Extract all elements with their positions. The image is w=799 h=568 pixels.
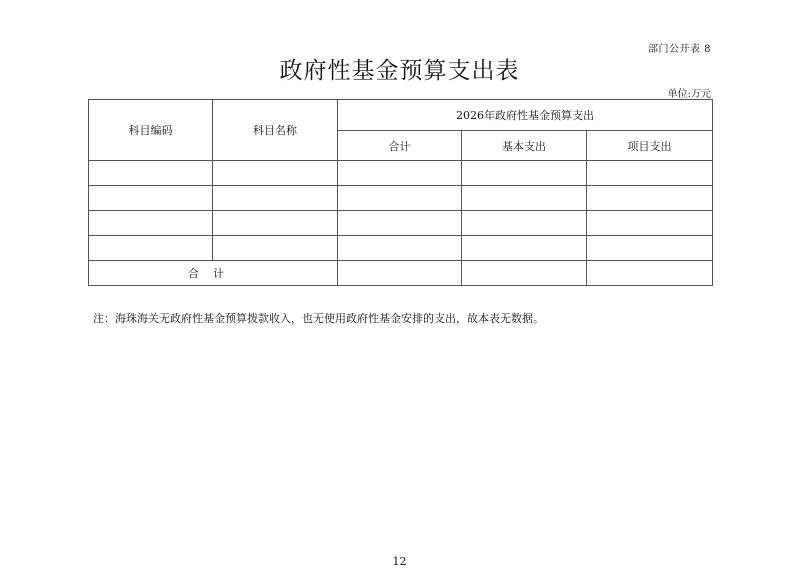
table-cell xyxy=(338,211,462,236)
table-cell xyxy=(89,211,213,236)
header-subject-code: 科目编码 xyxy=(89,100,213,161)
table-cell xyxy=(89,186,213,211)
table-cell xyxy=(338,236,462,261)
table-cell xyxy=(462,236,587,261)
table-cell xyxy=(213,161,338,186)
total-row xyxy=(89,261,713,286)
table-cell xyxy=(587,186,713,211)
table-row xyxy=(89,211,713,236)
table-cell xyxy=(462,211,587,236)
table-cell xyxy=(338,161,462,186)
table-cell xyxy=(587,211,713,236)
table-cell xyxy=(462,161,587,186)
page-title: 政府性基金预算支出表 xyxy=(279,58,520,84)
budget-table xyxy=(88,99,713,286)
table-cell xyxy=(587,236,713,261)
header-basic-expenditure: 基本支出 xyxy=(462,131,587,161)
table-row xyxy=(89,161,713,186)
table-cell xyxy=(213,186,338,211)
table-cell xyxy=(462,186,587,211)
header-budget-group: 2026年政府性基金预算支出 xyxy=(338,100,713,131)
table-row xyxy=(89,186,713,211)
total-cell xyxy=(587,261,713,286)
header-total: 合计 xyxy=(338,131,462,161)
report-table-number: 部门公开表 8 xyxy=(647,44,711,55)
table-row xyxy=(89,236,713,261)
total-cell xyxy=(338,261,462,286)
unit-label: 单位:万元 xyxy=(667,89,711,100)
total-cell xyxy=(462,261,587,286)
table-cell xyxy=(213,211,338,236)
header-project-expenditure: 项目支出 xyxy=(587,131,713,161)
table-cell xyxy=(213,236,338,261)
table-cell xyxy=(587,161,713,186)
total-row-label: 合计 xyxy=(89,261,338,286)
page-number: 12 xyxy=(392,555,407,568)
table-cell xyxy=(338,186,462,211)
footnote: 注：海珠海关无政府性基金预算拨款收入，也无使用政府性基金安排的支出，故本表无数据。 xyxy=(93,312,544,325)
table-cell xyxy=(89,236,213,261)
table-cell xyxy=(89,161,213,186)
header-subject-name: 科目名称 xyxy=(213,100,338,161)
table-header-row xyxy=(89,100,713,131)
